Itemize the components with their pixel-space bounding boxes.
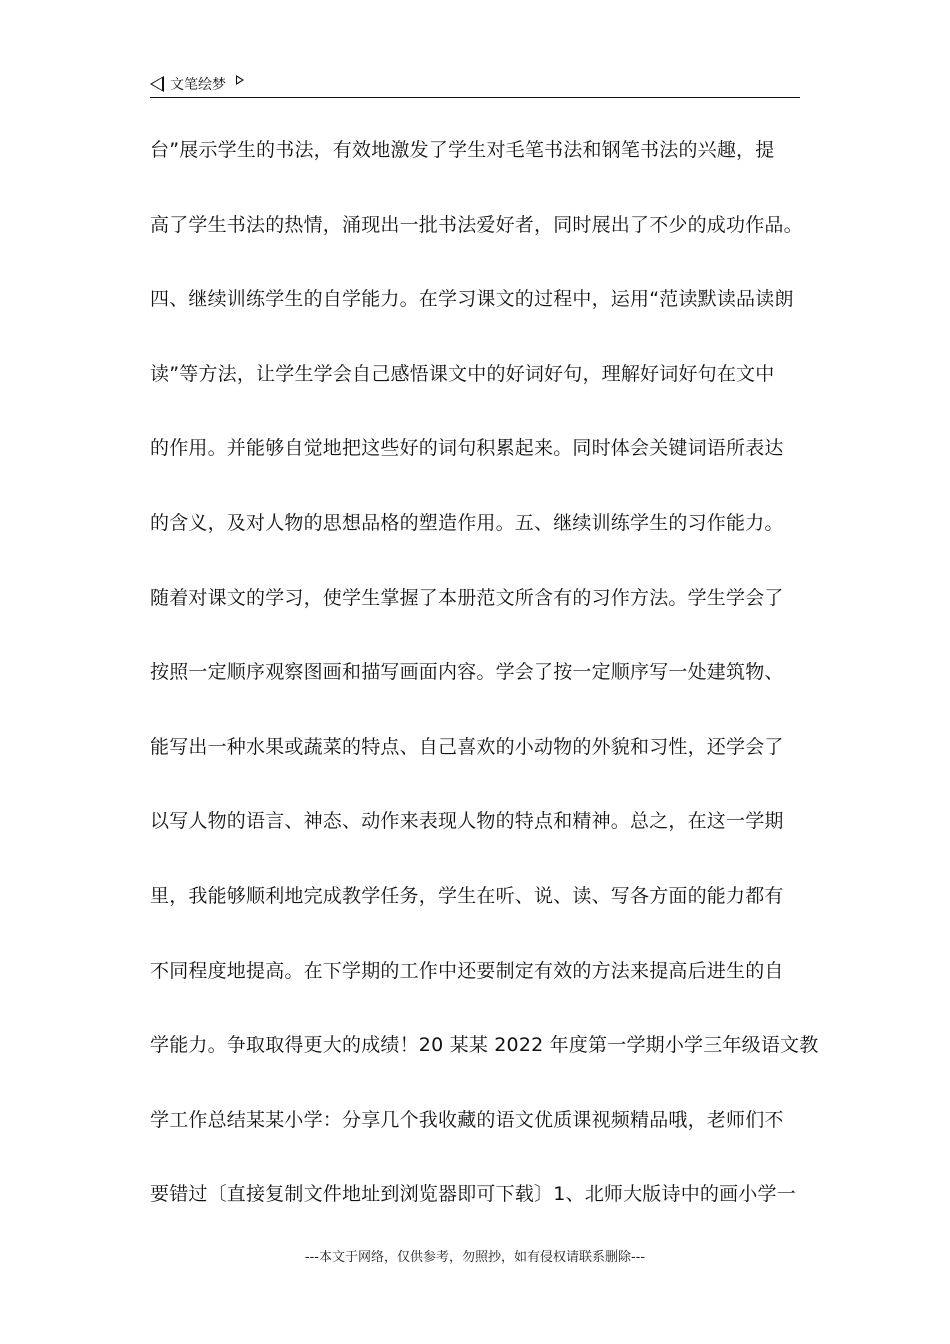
body-line: 能写出一种水果或蔬菜的特点、自己喜欢的小动物的外貌和习性，还学会了 — [150, 735, 784, 758]
page-header — [150, 72, 800, 96]
document-body — [150, 130, 819, 1249]
header-title: 文笔绘梦 — [170, 77, 226, 93]
body-line: 高了学生书法的热情，涌现出一批书法爱好者，同时展出了不少的成功作品。 — [150, 213, 803, 236]
body-line: 的含义，及对人物的思想品格的塑造作用。五、继续训练学生的习作能力。 — [150, 511, 784, 534]
body-line: 以写人物的语言、神态、动作来表现人物的特点和精神。总之，在这一学期 — [150, 810, 784, 833]
body-line: 里，我能够顺利地完成教学任务，学生在听、说、读、写各方面的能力都有 — [150, 884, 784, 907]
body-line: 学工作总结某某小学：分享几个我收藏的语文优质课视频精品哦，老师们不 — [150, 1108, 784, 1131]
right-triangle-icon — [236, 75, 244, 85]
body-line: 随着对课文的学习，使学生掌握了本册范文所含有的习作方法。学生学会了 — [150, 586, 784, 609]
body-line: 的作用。并能够自觉地把这些好的词句积累起来。同时体会关键词语所表达 — [150, 437, 784, 460]
left-triangle-icon — [150, 76, 164, 92]
body-line: 不同程度地提高。在下学期的工作中还要制定有效的方法来提高后进生的自 — [150, 959, 784, 982]
body-line: 台”展示学生的书法，有效地激发了学生对毛笔书法和钢笔书法的兴趣，提 — [150, 139, 775, 161]
body-line: 要错过〔直接复制文件地址到浏览器即可下载〕1、北师大版诗中的画小学一 — [150, 1183, 796, 1206]
body-line: 读”等方法，让学生学会自己感悟课文中的好词好句，理解好词好句在文中 — [150, 362, 775, 385]
body-line: 按照一定顺序观察图画和描写画面内容。学会了按一定顺序写一处建筑物、 — [150, 661, 784, 684]
header-divider — [150, 97, 800, 98]
body-line: 学能力。争取取得更大的成绩！20 某某 2022 年度第一学期小学三年级语文教 — [150, 1034, 819, 1057]
page-footer: ---本文于网络，仅供参考，勿照抄，如有侵权请联系删除--- — [304, 1250, 646, 1265]
body-line: 四、继续训练学生的自学能力。在学习课文的过程中，运用“范读默读品读朗 — [150, 288, 794, 311]
